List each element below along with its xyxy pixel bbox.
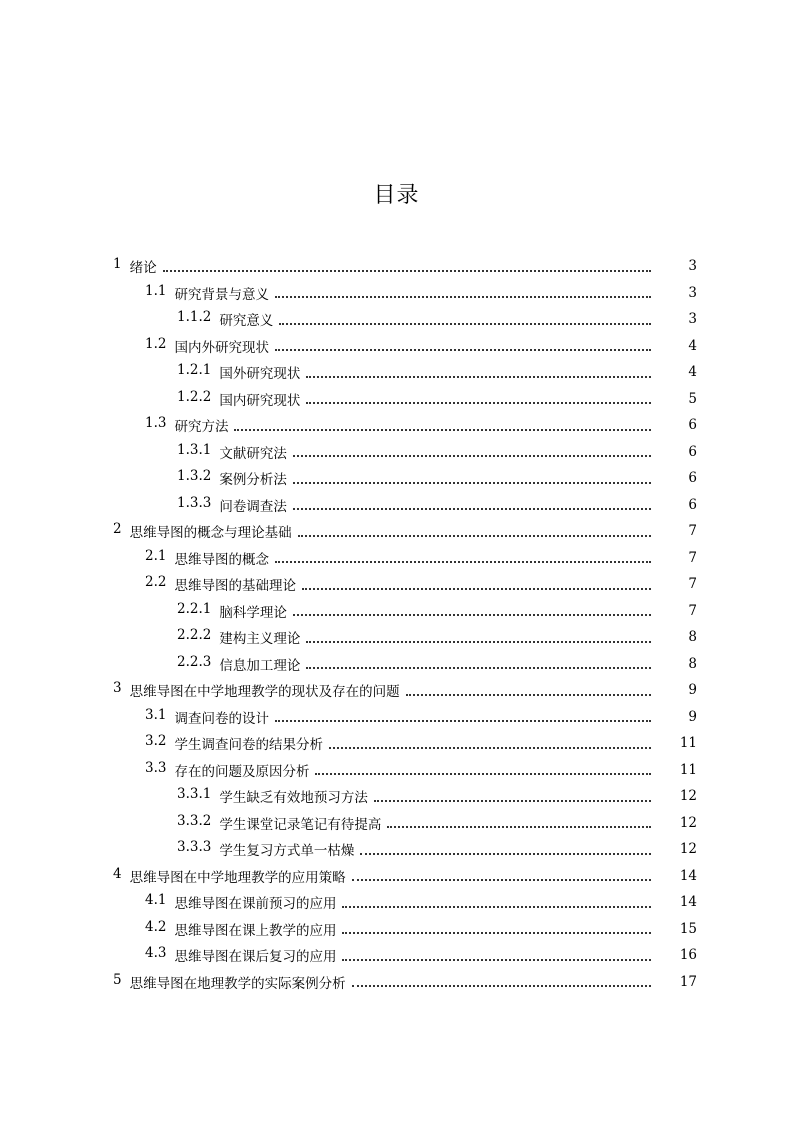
toc-entry[interactable] bbox=[0, 889, 793, 916]
page-number: 4 bbox=[688, 337, 697, 354]
dot-leader bbox=[302, 587, 651, 590]
section-title: 存在的问题及原因分析 bbox=[174, 763, 310, 780]
toc-entry-label bbox=[177, 786, 368, 806]
dot-leader bbox=[352, 984, 651, 987]
section-title: 绪论 bbox=[129, 260, 157, 277]
section-title: 文献研究法 bbox=[219, 445, 287, 462]
dot-leader bbox=[342, 958, 651, 961]
toc-entry-label bbox=[177, 627, 300, 647]
dot-leader bbox=[315, 772, 651, 775]
toc-entry[interactable] bbox=[0, 359, 793, 386]
page-number: 15 bbox=[679, 920, 697, 937]
page-number: 6 bbox=[688, 470, 697, 487]
page-number: 12 bbox=[679, 788, 697, 805]
toc-entry-label bbox=[145, 707, 269, 727]
section-title: 思维导图的基础理论 bbox=[174, 578, 296, 595]
table-of-contents bbox=[0, 253, 793, 995]
section-title: 学生调查问卷的结果分析 bbox=[174, 737, 323, 754]
toc-entry-label bbox=[145, 892, 336, 912]
toc-entry[interactable] bbox=[0, 942, 793, 969]
section-title: 建构主义理论 bbox=[219, 631, 301, 648]
section-title: 学生课堂记录笔记有待提高 bbox=[219, 816, 382, 833]
toc-entry[interactable] bbox=[0, 863, 793, 890]
toc-entry[interactable] bbox=[0, 280, 793, 307]
section-number: 3.2 bbox=[145, 733, 167, 750]
section-title: 思维导图在中学地理教学的现状及存在的问题 bbox=[129, 684, 400, 701]
toc-entry[interactable] bbox=[0, 518, 793, 545]
dot-leader bbox=[329, 746, 651, 749]
toc-entry-label bbox=[177, 601, 287, 621]
toc-entry-label bbox=[145, 945, 336, 965]
toc-entry-label bbox=[145, 733, 323, 753]
toc-entry-label bbox=[177, 309, 273, 329]
section-number: 2.1 bbox=[145, 547, 167, 564]
page-number: 7 bbox=[688, 576, 697, 593]
page-number: 4 bbox=[688, 364, 697, 381]
toc-entry-label bbox=[145, 415, 228, 435]
toc-entry-label bbox=[145, 574, 296, 594]
dot-leader bbox=[352, 878, 651, 881]
section-number: 1.2.1 bbox=[177, 362, 212, 379]
page-number: 9 bbox=[688, 708, 697, 725]
section-number: 3.1 bbox=[145, 706, 167, 723]
section-number: 3 bbox=[113, 680, 122, 697]
page-number: 11 bbox=[679, 761, 697, 778]
toc-entry-label bbox=[177, 442, 287, 462]
section-title: 研究方法 bbox=[174, 419, 229, 436]
toc-entry-label bbox=[145, 283, 269, 303]
dot-leader bbox=[406, 693, 651, 696]
section-number: 2.2.2 bbox=[177, 627, 212, 644]
dot-leader bbox=[360, 852, 651, 855]
toc-entry-label bbox=[177, 813, 381, 833]
toc-entry[interactable] bbox=[0, 969, 793, 996]
page-number: 8 bbox=[688, 655, 697, 672]
section-title: 研究背景与意义 bbox=[174, 286, 269, 303]
section-number: 1.1 bbox=[145, 282, 167, 299]
dot-leader bbox=[374, 799, 651, 802]
dot-leader bbox=[342, 905, 651, 908]
dot-leader bbox=[293, 454, 651, 457]
toc-entry[interactable] bbox=[0, 598, 793, 625]
dot-leader bbox=[306, 375, 651, 378]
page-title: 目录 bbox=[373, 183, 420, 208]
page-number: 12 bbox=[679, 814, 697, 831]
section-number: 1 bbox=[113, 256, 122, 273]
toc-entry-label bbox=[113, 680, 400, 700]
toc-entry[interactable] bbox=[0, 386, 793, 413]
section-title: 思维导图在课后复习的应用 bbox=[174, 949, 337, 966]
section-title: 思维导图的概念 bbox=[174, 551, 269, 568]
dot-leader bbox=[279, 322, 651, 325]
toc-entry[interactable] bbox=[0, 306, 793, 333]
section-number: 4.2 bbox=[145, 918, 167, 935]
toc-entry[interactable] bbox=[0, 492, 793, 519]
toc-entry-label bbox=[177, 468, 287, 488]
section-title: 调查问卷的设计 bbox=[174, 710, 269, 727]
section-number: 1.2.2 bbox=[177, 388, 212, 405]
section-number: 1.3.3 bbox=[177, 494, 212, 511]
dot-leader bbox=[275, 295, 651, 298]
section-title: 国内研究现状 bbox=[219, 392, 301, 409]
section-number: 1.1.2 bbox=[177, 309, 212, 326]
section-number: 1.3 bbox=[145, 415, 167, 432]
toc-entry[interactable] bbox=[0, 412, 793, 439]
toc-entry[interactable] bbox=[0, 465, 793, 492]
section-number: 3.3.1 bbox=[177, 786, 212, 803]
dot-leader bbox=[342, 931, 651, 934]
toc-entry[interactable] bbox=[0, 624, 793, 651]
page-number: 7 bbox=[688, 549, 697, 566]
toc-entry[interactable] bbox=[0, 651, 793, 678]
toc-entry-label bbox=[113, 866, 346, 886]
page-number: 7 bbox=[688, 602, 697, 619]
section-title: 案例分析法 bbox=[219, 472, 287, 489]
toc-entry-label bbox=[177, 362, 300, 382]
section-number: 2 bbox=[113, 521, 122, 538]
page-number: 7 bbox=[688, 523, 697, 540]
toc-entry[interactable] bbox=[0, 783, 793, 810]
toc-entry-label bbox=[145, 919, 336, 939]
section-number: 2.2.1 bbox=[177, 600, 212, 617]
section-title: 国内外研究现状 bbox=[174, 339, 269, 356]
toc-entry[interactable] bbox=[0, 704, 793, 731]
page-number: 9 bbox=[688, 682, 697, 699]
page-number: 14 bbox=[679, 894, 697, 911]
section-number: 2.2.3 bbox=[177, 653, 212, 670]
toc-entry[interactable] bbox=[0, 571, 793, 598]
dot-leader bbox=[306, 666, 651, 669]
dot-leader bbox=[234, 428, 651, 431]
section-title: 思维导图在中学地理教学的应用策略 bbox=[129, 869, 346, 886]
dot-leader bbox=[298, 534, 651, 537]
toc-entry-label bbox=[145, 760, 309, 780]
toc-entry[interactable] bbox=[0, 677, 793, 704]
dot-leader bbox=[275, 348, 651, 351]
section-number: 3.3 bbox=[145, 759, 167, 776]
section-number: 1.3.1 bbox=[177, 441, 212, 458]
toc-entry-label bbox=[177, 654, 300, 674]
toc-entry-label bbox=[177, 495, 287, 515]
dot-leader bbox=[306, 401, 651, 404]
section-title: 国外研究现状 bbox=[219, 366, 301, 383]
toc-entry[interactable] bbox=[0, 757, 793, 784]
section-title: 思维导图在课前预习的应用 bbox=[174, 896, 337, 913]
section-number: 4.1 bbox=[145, 892, 167, 909]
dot-leader bbox=[275, 719, 651, 722]
section-number: 3.3.2 bbox=[177, 812, 212, 829]
page-number: 14 bbox=[679, 867, 697, 884]
toc-entry-label bbox=[113, 972, 346, 992]
page-number: 6 bbox=[688, 417, 697, 434]
section-number: 1.2 bbox=[145, 335, 167, 352]
toc-entry-label bbox=[113, 521, 292, 541]
section-number: 3.3.3 bbox=[177, 839, 212, 856]
page-number: 6 bbox=[688, 496, 697, 513]
toc-entry-label bbox=[113, 256, 157, 276]
section-number: 2.2 bbox=[145, 574, 167, 591]
section-title: 学生复习方式单一枯燥 bbox=[219, 843, 355, 860]
toc-entry[interactable] bbox=[0, 439, 793, 466]
toc-entry-label bbox=[145, 548, 269, 568]
toc-entry[interactable] bbox=[0, 545, 793, 572]
dot-leader bbox=[293, 613, 651, 616]
page-number: 5 bbox=[688, 390, 697, 407]
dot-leader bbox=[306, 640, 651, 643]
section-number: 4 bbox=[113, 865, 122, 882]
section-title: 信息加工理论 bbox=[219, 657, 301, 674]
toc-entry[interactable] bbox=[0, 333, 793, 360]
section-title: 研究意义 bbox=[219, 313, 274, 330]
section-number: 4.3 bbox=[145, 945, 167, 962]
page-number: 3 bbox=[688, 258, 697, 275]
toc-entry[interactable] bbox=[0, 836, 793, 863]
toc-entry-label bbox=[177, 389, 300, 409]
toc-entry[interactable] bbox=[0, 916, 793, 943]
toc-entry-label bbox=[145, 336, 269, 356]
dot-leader bbox=[387, 825, 651, 828]
page-number: 6 bbox=[688, 443, 697, 460]
page-number: 16 bbox=[679, 947, 697, 964]
page-number: 17 bbox=[679, 973, 697, 990]
page-number: 11 bbox=[679, 735, 697, 752]
dot-leader bbox=[275, 560, 651, 563]
page-number: 12 bbox=[679, 841, 697, 858]
toc-entry-label bbox=[177, 839, 354, 859]
dot-leader bbox=[293, 481, 651, 484]
toc-entry[interactable] bbox=[0, 730, 793, 757]
page-number: 3 bbox=[688, 284, 697, 301]
page-number: 8 bbox=[688, 629, 697, 646]
section-title: 学生缺乏有效地预习方法 bbox=[219, 790, 368, 807]
section-title: 脑科学理论 bbox=[219, 604, 287, 621]
toc-entry[interactable] bbox=[0, 810, 793, 837]
section-title: 思维导图在课上教学的应用 bbox=[174, 922, 337, 939]
dot-leader bbox=[293, 507, 651, 510]
section-title: 思维导图的概念与理论基础 bbox=[129, 525, 292, 542]
toc-entry[interactable] bbox=[0, 253, 793, 280]
section-number: 1.3.2 bbox=[177, 468, 212, 485]
section-title: 思维导图在地理教学的实际案例分析 bbox=[129, 975, 346, 992]
dot-leader bbox=[163, 269, 651, 272]
section-number: 5 bbox=[113, 971, 122, 988]
section-title: 问卷调查法 bbox=[219, 498, 287, 515]
page-number: 3 bbox=[688, 311, 697, 328]
